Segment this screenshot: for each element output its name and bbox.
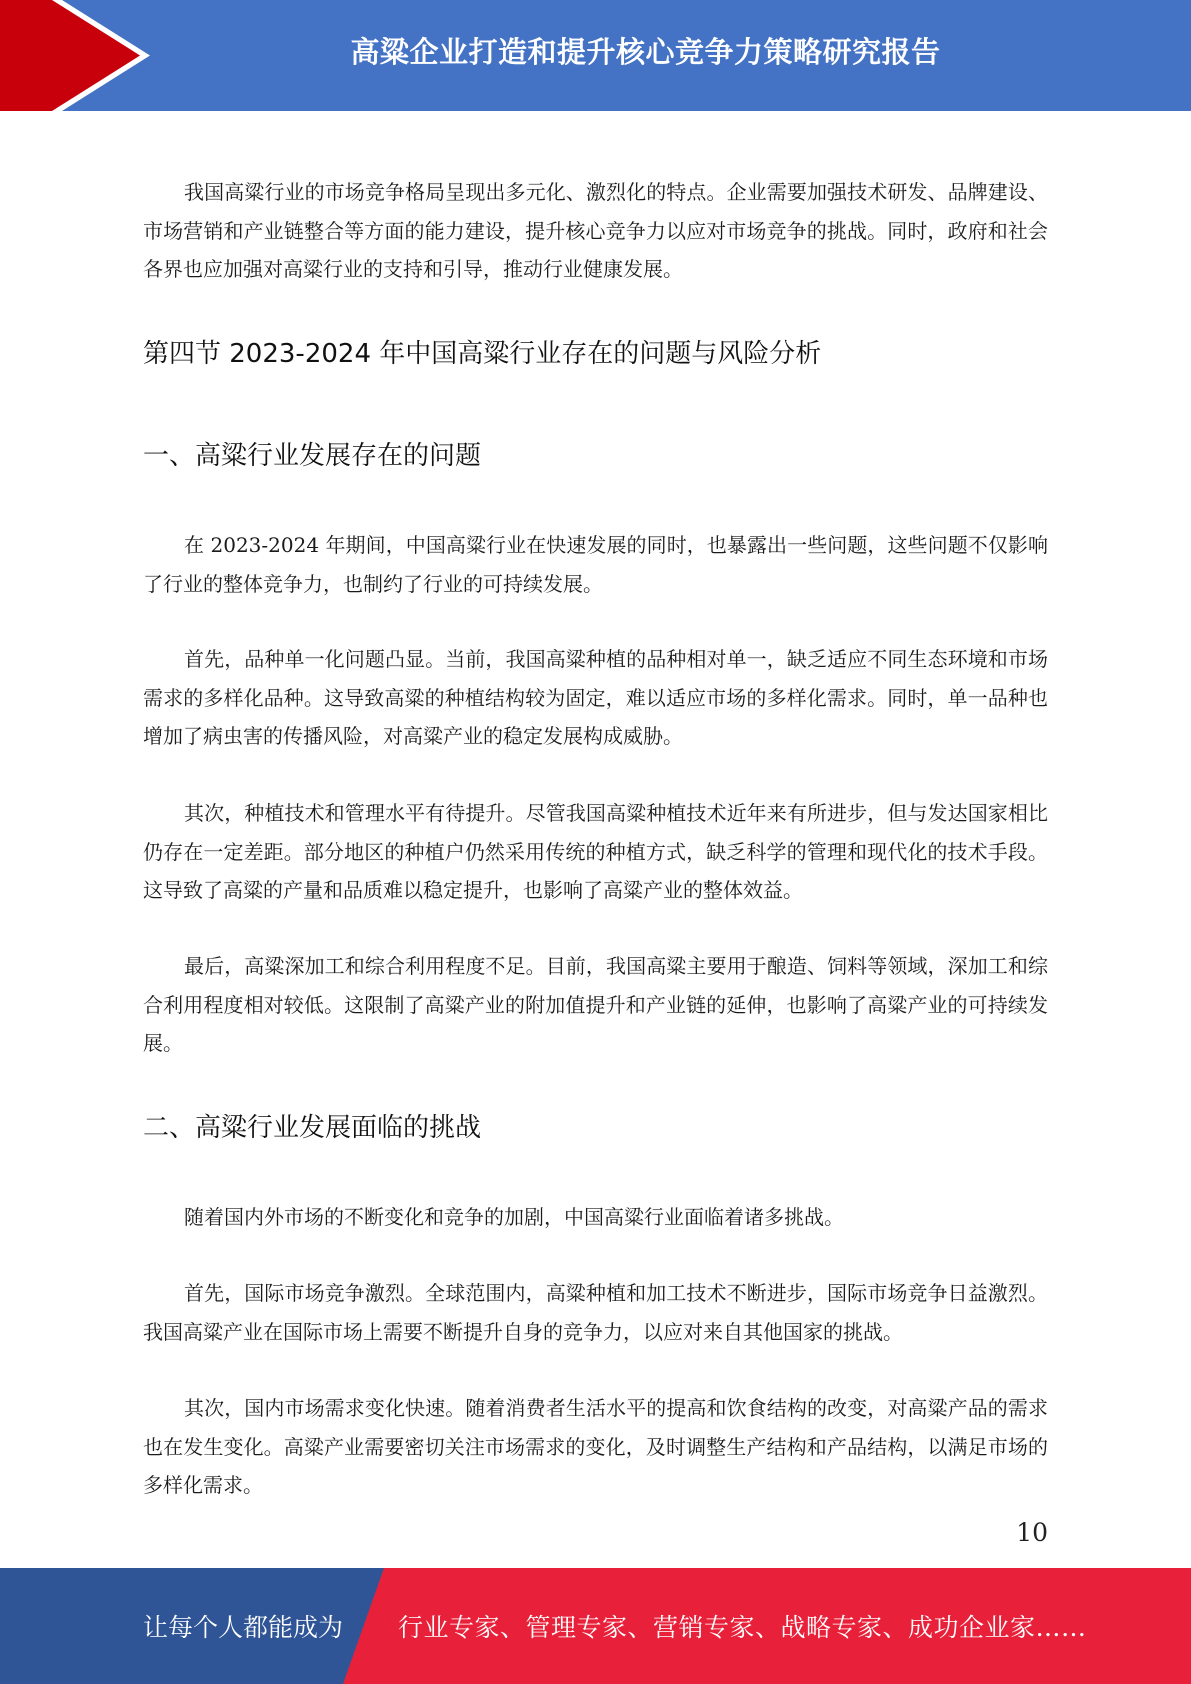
footer-slogan-left: 让每个人都能成为 [143,1613,344,1642]
problems-paragraph-2: 首先，品种单一化问题凸显。当前，我国高粱种植的品种相对单一，缺乏适应不同生态环境和市场需求的多样化品种。这导致高粱的种植结构较为固定，难以适应市场的多样化需求。同时，单一品种也增加了病虫害的传播风险，对高粱产业的稳定发展构成威胁。 [143,647,1048,748]
header-band [0,0,1191,111]
footer-band [0,1568,1191,1684]
problems-paragraph-4: 最后，高粱深加工和综合利用程度不足。目前，我国高粱主要用于酿造、饲料等领域，深加工和综合利用程度相对较低。这限制了高粱产业的附加值提升和产业链的延伸，也影响了高粱产业的可持续发展。 [143,954,1048,1055]
subsection-title-problems: 一、高粱行业发展存在的问题 [143,441,482,471]
problems-paragraph-3: 其次，种植技术和管理水平有待提升。尽管我国高粱种植技术近年来有所进步，但与发达国家相比仍存在一定差距。部分地区的种植户仍然采用传统的种植方式，缺乏科学的管理和现代化的技术手段。这导致了高粱的产量和品质难以稳定提升，也影响了高粱产业的整体效益。 [143,801,1048,902]
intro-paragraph: 我国高粱行业的市场竞争格局呈现出多元化、激烈化的特点。企业需要加强技术研发、品牌建设、市场营销和产业链整合等方面的能力建设，提升核心竞争力以应对市场竞争的挑战。同时，政府和社会各界也应加强对高粱行业的支持和引导，推动行业健康发展。 [143,180,1048,281]
page-number: 10 [1016,1518,1048,1547]
challenges-paragraph-2: 首先，国际市场竞争激烈。全球范围内，高粱种植和加工技术不断进步，国际市场竞争日益激烈。我国高粱产业在国际市场上需要不断提升自身的竞争力，以应对来自其他国家的挑战。 [143,1281,1048,1344]
footer-slogan-right: 行业专家、管理专家、营销专家、战略专家、成功企业家…… [398,1613,1087,1642]
section-title: 第四节 2023-2024 年中国高粱行业存在的问题与风险分析 [143,339,822,369]
header-arrow-icon [0,0,160,111]
challenges-paragraph-3: 其次，国内市场需求变化快速。随着消费者生活水平的提高和饮食结构的改变，对高粱产品的需求也在发生变化。高粱产业需要密切关注市场需求的变化，及时调整生产结构和产品结构，以满足市场的多样化需求。 [143,1396,1048,1497]
subsection-title-challenges: 二、高粱行业发展面临的挑战 [143,1113,482,1143]
challenges-paragraph-1: 随着国内外市场的不断变化和竞争的加剧，中国高粱行业面临着诸多挑战。 [184,1205,844,1229]
problems-paragraph-1: 在 2023-2024 年期间，中国高粱行业在快速发展的同时，也暴露出一些问题，这些问题不仅影响了行业的整体竞争力，也制约了行业的可持续发展。 [143,533,1048,596]
report-title: 高粱企业打造和提升核心竞争力策略研究报告 [350,34,941,69]
